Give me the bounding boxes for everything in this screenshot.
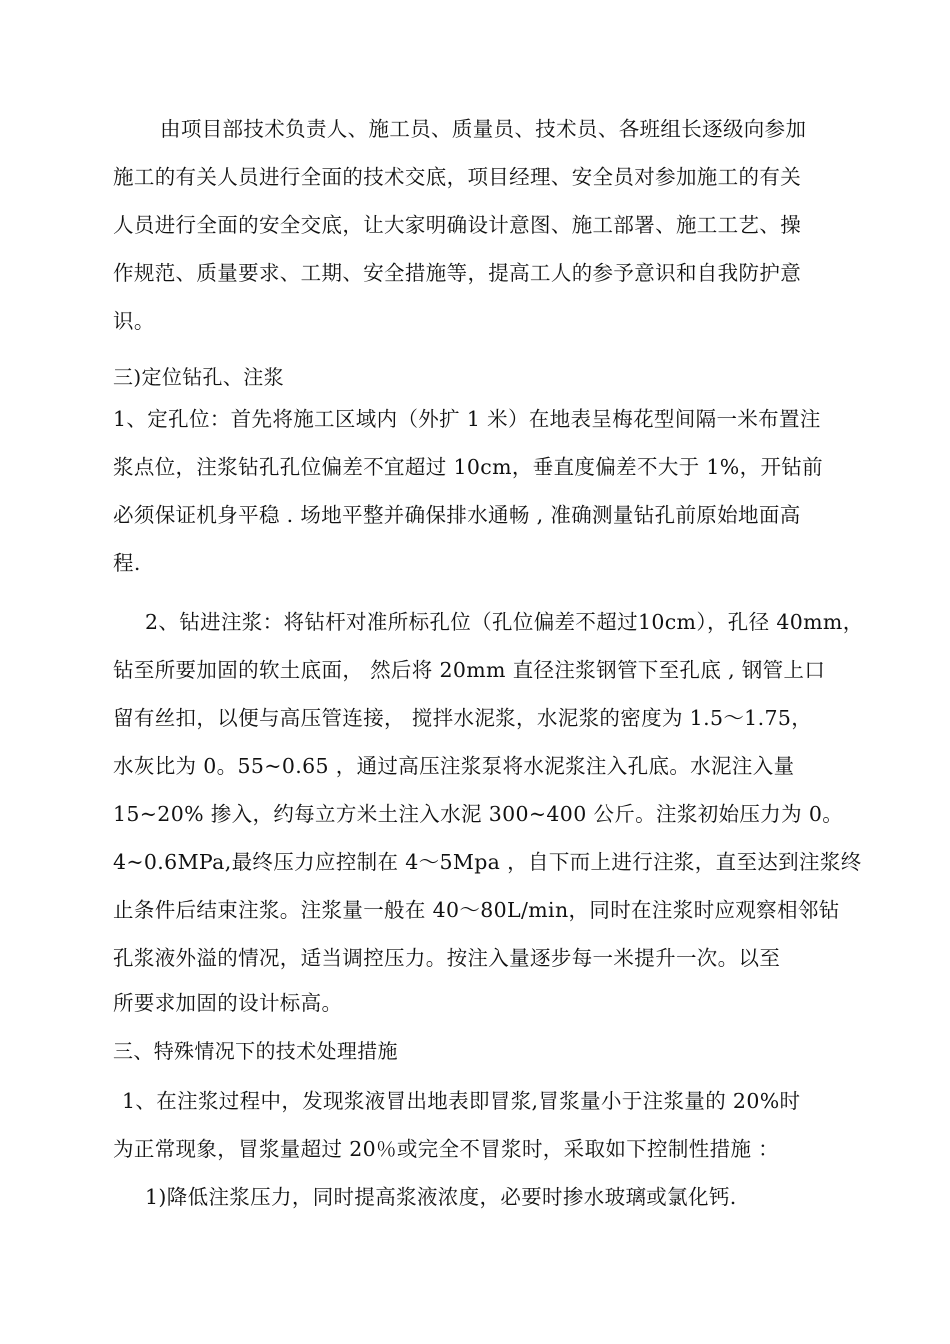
item-line: 1、定孔位：首先将施工区域内（外扩 1 米）在地表呈梅花型间隔一米布置注 (113, 407, 821, 431)
item-line: 1、在注浆过程中，发现浆液冒出地表即冒浆,冒浆量小于注浆量的 20%时 (122, 1089, 801, 1113)
paragraph-line: 人员进行全面的安全交底，让大家明确设计意图、施工部署、施工工艺、操 (113, 213, 802, 237)
paragraph-line: 施工的有关人员进行全面的技术交底，项目经理、安全员对参加施工的有关 (113, 165, 802, 189)
section-heading: 三)定位钻孔、注浆 (113, 365, 284, 389)
item-line: 钻至所要加固的软土底面， 然后将 20mm 直径注浆钢管下至孔底 , 钢管上口 (113, 658, 826, 682)
paragraph-line: 由项目部技术负责人、施工员、质量员、技术员、各班组长逐级向参加 (160, 117, 807, 141)
item-line: 孔浆液外溢的情况，适当调控压力。按注入量逐步每一米提升一次。以至 (113, 946, 781, 970)
item-line: 4~0.6MPa,最终压力应控制在 4～5Mpa ，自下而上进行注浆，直至达到注浆终 (113, 850, 862, 874)
item-line: 为正常现象，冒浆量超过 20％或完全不冒浆时，采取如下控制性措施 ： (113, 1137, 780, 1161)
paragraph-line: 识。 (113, 309, 155, 333)
item-line: 水灰比为 0。55~0.65 ，通过高压注浆泵将水泥浆注入孔底。水泥注入量 (113, 754, 795, 778)
item-line: 浆点位，注浆钻孔孔位偏差不宜超过 10cm，垂直度偏差不大于 1%，开钻前 (113, 455, 824, 479)
item-line: 程. (113, 551, 141, 575)
paragraph-line: 作规范、质量要求、工期、安全措施等，提高工人的参予意识和自我防护意 (113, 261, 802, 285)
section-heading: 三、特殊情况下的技术处理措施 (113, 1039, 398, 1063)
item-line: 止条件后结束注浆。注浆量一般在 40～80L/min，同时在注浆时应观察相邻钻 (113, 898, 840, 922)
item-line: 所要求加固的设计标高。 (113, 991, 343, 1015)
item-line: 2、钻进注浆：将钻杆对准所标孔位（孔位偏差不超过10cm），孔径 40mm， (145, 610, 864, 634)
item-line: 留有丝扣，以便与高压管连接， 搅拌水泥浆，水泥浆的密度为 1.5～1.75， (113, 706, 813, 730)
item-line: 15~20% 掺入，约每立方米土注入水泥 300~400 公斤。注浆初始压力为 0。 (113, 802, 844, 826)
sub-item-line: 1)降低注浆压力，同时提高浆液浓度，必要时掺水玻璃或氯化钙. (145, 1185, 737, 1209)
item-line: 必须保证机身平稳 . 场地平整并确保排水通畅 , 准确测量钻孔前原始地面高 (113, 503, 801, 527)
